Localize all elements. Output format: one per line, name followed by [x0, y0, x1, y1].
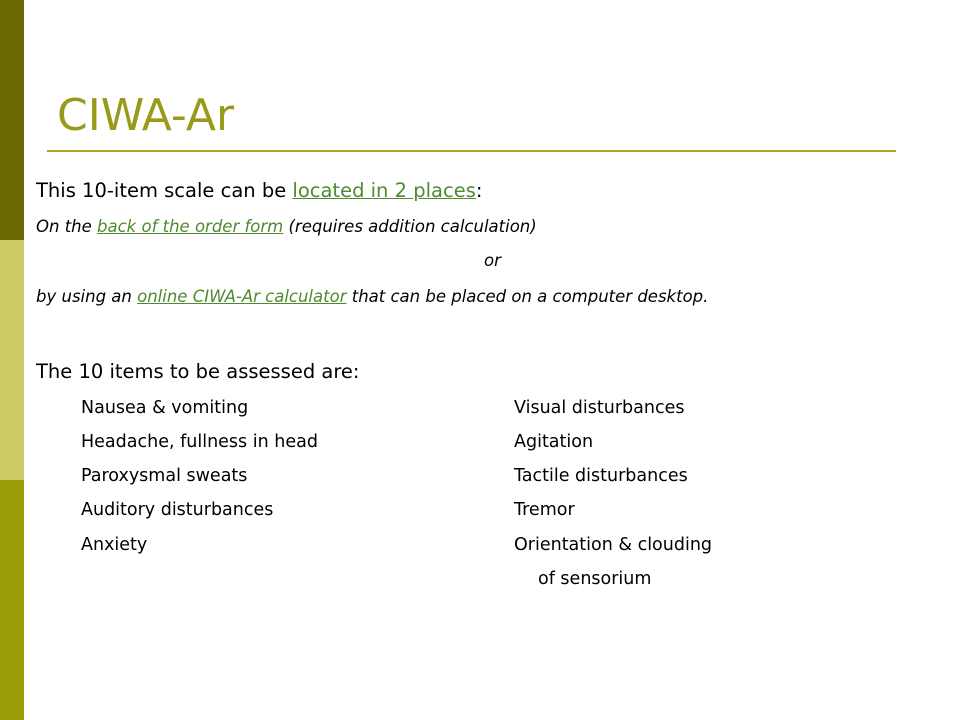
list-item: Paroxysmal sweats	[81, 466, 248, 486]
list-item: Agitation	[514, 432, 594, 452]
intro-text: This 10-item scale can be	[36, 179, 293, 202]
option-calculator-line	[36, 284, 708, 310]
or-separator: or	[484, 251, 501, 270]
side-bar-segment-bottom	[0, 480, 24, 720]
list-item: Headache, fullness in head	[81, 432, 318, 452]
list-item: Nausea & vomiting	[81, 398, 249, 418]
title-underline	[47, 150, 896, 152]
side-bar-segment-top	[0, 0, 24, 240]
list-item: Anxiety	[81, 535, 148, 555]
side-bar-segment-middle	[0, 240, 24, 480]
option-order-form-prefix: On the	[36, 217, 98, 236]
intro-line	[36, 176, 482, 206]
list-item: Auditory disturbances	[81, 500, 274, 520]
located-in-2-places-link[interactable]: located in 2 places	[292, 179, 476, 202]
side-decoration-bar	[0, 0, 24, 720]
items-heading: The 10 items to be assessed are:	[36, 360, 360, 383]
slide-title: CIWA-Ar	[57, 90, 235, 141]
option-order-form-line	[36, 214, 537, 240]
option-calculator-suffix: that can be placed on a computer desktop.	[346, 287, 709, 306]
online-ciwa-ar-calculator-link[interactable]: online CIWA-Ar calculator	[137, 287, 347, 306]
list-item: Tremor	[514, 500, 575, 520]
list-item-continuation: of sensorium	[538, 569, 652, 589]
list-item: Orientation & clouding	[514, 535, 713, 555]
back-of-order-form-link[interactable]: back of the order form	[97, 217, 284, 236]
option-order-form-suffix: (requires addition calculation)	[283, 217, 537, 236]
intro-colon: :	[475, 179, 483, 202]
option-calculator-prefix: by using an	[36, 287, 138, 306]
list-item: Tactile disturbances	[514, 466, 688, 486]
list-item: Visual disturbances	[514, 398, 685, 418]
